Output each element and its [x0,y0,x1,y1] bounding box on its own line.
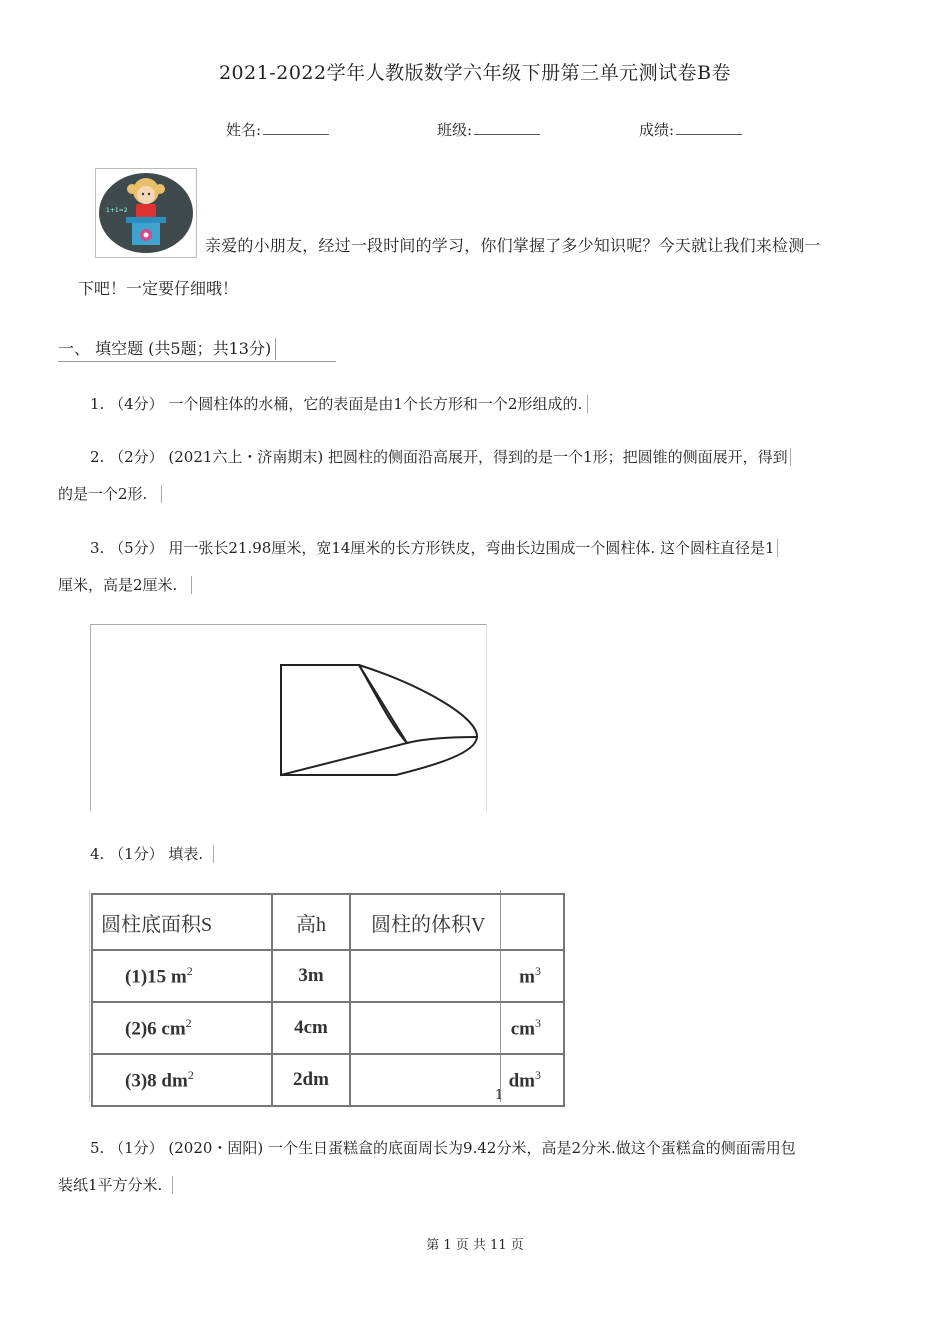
header-volume: 圆柱的体积V [350,894,564,950]
row-3-height: 2dm [272,1054,350,1106]
question-3-line-1 [90,537,890,559]
class-field[interactable] [437,119,540,140]
page-footer: 第 1 页 共 11 页 [426,1238,524,1253]
row-2-area: (2)6 $cm^2$ [92,1002,272,1054]
volume-table [91,893,565,1107]
question-3-text-1: 3. （5分） 用一张长21.98厘米，宽14厘米的长方形铁皮，弯曲长边围成一个圆柱体. 这个圆柱直径是1 [90,539,778,557]
row-2-height: 4cm [272,1002,350,1054]
name-blank[interactable] [263,120,329,135]
row-1-height: 3m [272,950,350,1002]
question-3-text-2: 厘米，高是2厘米. [58,576,192,594]
question-4 [90,843,214,865]
row-1-volume[interactable]: $m^3$ [350,950,564,1002]
question-5-line-2 [58,1174,173,1196]
row-3-volume[interactable]: $dm^3$ [350,1054,564,1106]
row-1-area: (1)15 $m^2$ [92,950,272,1002]
table-row [92,1054,564,1106]
question-5-line-1 [90,1137,900,1159]
intro-line-1: 亲爱的小朋友，经过一段时间的学习，你们掌握了多少知识呢？今天就让我们来检测一 [205,236,821,255]
board-text: 1+1=2 [106,207,128,214]
name-field[interactable] [226,119,329,140]
question-5-text-2: 装纸1平方分米. [58,1176,173,1194]
question-2-line-1 [90,446,890,468]
row-2-volume[interactable]: $cm^3$ [350,1002,564,1054]
table-side-mark: 1 [495,1088,504,1103]
header-base-area: 圆柱底面积S [92,894,272,950]
question-2-text-2: 的是一个2形. [58,485,162,503]
score-label: 成绩: [639,121,675,139]
question-5-text-1: 5. （1分） (2020・固阳) 一个生日蛋糕盒的底面周长为9.42分米，高是2分米.做这个蛋糕盒的侧面需用包 [90,1139,796,1157]
header-height: 高h [272,894,350,950]
score-blank[interactable] [676,120,742,135]
question-3-line-2 [58,574,192,596]
page-title: 2021-2022学年人教版数学六年级下册第三单元测试卷B卷 [218,62,732,84]
class-blank[interactable] [474,120,540,135]
rolled-sheet-figure [90,624,487,811]
score-field[interactable] [639,119,742,140]
question-1 [90,393,588,415]
section-divider [58,361,336,362]
row-3-area: (3)8 $dm^2$ [92,1054,272,1106]
name-label: 姓名: [226,121,262,139]
question-4-text: 4. （1分） 填表. [90,845,214,863]
question-2-text-1: 2. （2分） (2021六上・济南期末) 把圆柱的侧面沿高展开，得到的是一个1形；把圆锥的侧面展开，得到 [90,448,791,466]
question-1-text: 1. （4分） 一个圆柱体的水桶，它的表面是由1个长方形和一个2形组成的. [90,395,588,413]
girl-at-desk-icon [95,168,197,258]
table-header-row [92,894,564,950]
class-label: 班级: [437,121,473,139]
table-row [92,950,564,1002]
intro-line-2: 下吧！一定要仔细哦！ [78,279,239,298]
section-heading: 一、 填空题 (共5题；共13分) [58,338,276,360]
table-row [92,1002,564,1054]
question-2-line-2 [58,483,162,505]
